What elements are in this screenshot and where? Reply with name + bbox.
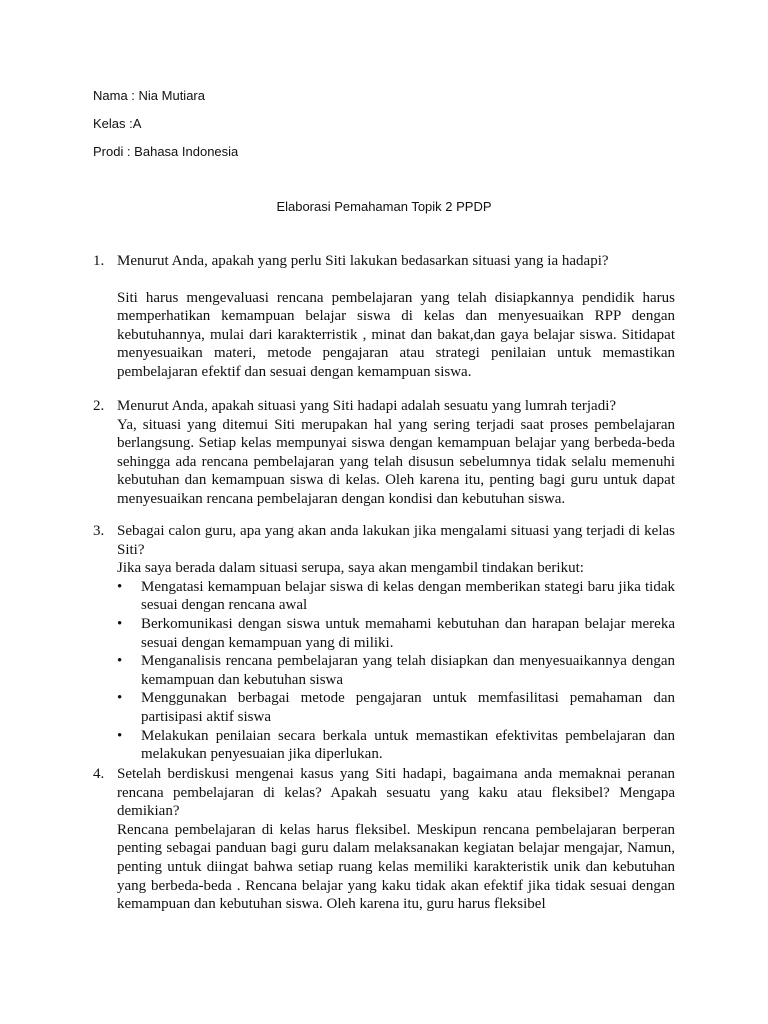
list-item: • Berkomunikasi dengan siswa untuk memahami kebutuhan dan harapan belajar mereka sesuai dengan kemampuan yang di miliki. (117, 615, 675, 651)
question-item-3 (93, 522, 675, 764)
list-item: • Mengatasi kemampuan belajar siswa di kelas dengan memberikan stategi baru jika tidak sesuai dengan rencana awal (117, 578, 675, 614)
question-text: Menurut Anda, apakah situasi yang Siti hadapi adalah sesuatu yang lumrah terjadi? (117, 398, 617, 414)
answer-text: Rencana pembelajaran di kelas harus fleksibel. Meskipun rencana pembelajaran berperan penting sebagai panduan bagi guru dalam melaksanakan kegiatan belajar mengajar, Namun, penting untuk diingat bahwa setiap ruang kelas memiliki karakteristik unik dan kebutuhan yang berbeda-beda . Rencana belajar yang kaku tidak akan efektif jika tidak sesuai dengan kemampuan dan kebutuhan siswa. Oleh karena itu, guru harus fleksibel (117, 821, 675, 913)
answer-text: Siti harus mengevaluasi rencana pembelajaran yang telah disiapkannya pendidik harus memperhatikan kemampuan belajar siswa di kelas dan menyesuaikan RPP dengan kebutuhannya, mulai dari karakterristik , minat dan bakat,dan gaya belajar siswa. Sitidapat menyesuaikan materi, metode pengajaran atau strategi penilaian untuk memastikan pembelajaran efektif dan sesuai dengan kemampuan siswa. (117, 289, 675, 380)
answer-text: Ya, situasi yang ditemui Siti merupakan hal yang sering terjadi saat proses pembelajaran berlangsung. Setiap kelas mempunyai siswa dengan kemampuan belajar yang berbeda-beda sehingga ada rencana pembelajaran yang telah disusun sebelumnya tidak selalu memenuhi kebutuhan dan kemampuan siswa di kelas. Oleh karena itu, penting bagi guru untuk dapat menyesuaikan rencana pembelajaran dengan kondisi dan kebutuhan siswa. (117, 416, 675, 507)
list-item: • Menggunakan berbagai metode pengajaran untuk memfasilitasi pemahaman dan partisipasi aktif siswa (117, 690, 675, 725)
document-title: Elaborasi Pemahaman Topik 2 PPDP (276, 199, 492, 214)
bullet-icon: • (117, 690, 123, 707)
list-item: • Melakukan penilaian secara berkala untuk memastikan efektivitas pembelajaran dan melakukan penyesuaian jika diperlukan. (117, 727, 675, 763)
answer-intro: Jika saya berada dalam situasi serupa, saya akan mengambil tindakan berikut: (117, 560, 584, 577)
item-number: 1. (93, 253, 105, 269)
bullet-icon: • (117, 653, 123, 670)
item-number: 3. (93, 523, 105, 539)
bullet-icon: • (117, 578, 123, 595)
question-text: Menurut Anda, apakah yang perlu Siti lakukan bedasarkan situasi yang ia hadapi? (117, 253, 609, 269)
question-item-1 (93, 252, 675, 382)
study-program: Prodi : Bahasa Indonesia (93, 144, 239, 159)
question-text: Sebagai calon guru, apa yang akan anda lakukan jika mengalami situasi yang terjadi di kelas Siti? (117, 523, 675, 558)
bullet-icon: • (117, 727, 123, 744)
action-list (117, 578, 675, 764)
question-item-4 (93, 765, 675, 914)
bullet-icon: • (117, 615, 123, 632)
item-number: 4. (93, 766, 105, 782)
question-item-2 (93, 397, 675, 509)
question-text: Setelah berdiskusi mengenai kasus yang Siti hadapi, bagaimana anda memaknai peranan rencana pembelajaran di kelas? Apakah sesuatu yang kaku atau fleksibel? Mengapa demikian? (117, 766, 675, 820)
student-class: Kelas :A (93, 116, 142, 131)
item-number: 2. (93, 398, 105, 414)
list-item: • Menganalisis rencana pembelajaran yang telah disiapkan dan menyesuaikannya dengan kemampuan dan kebutuhan siswa (117, 653, 675, 688)
student-name: Nama : Nia Mutiara (93, 88, 205, 103)
